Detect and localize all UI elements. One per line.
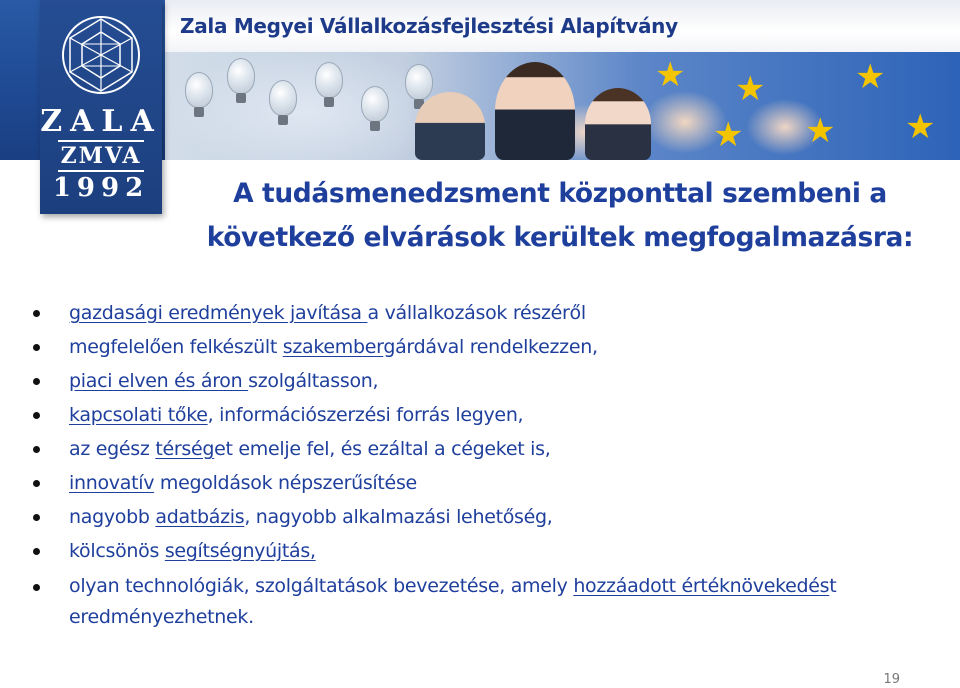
bullet-text-segment: olyan technológiák, szolgáltatások bevezetése, amely [69,575,574,597]
person-figure [415,92,485,160]
light-bulb-icon [227,58,255,94]
bullet-text-segment: gazdasági eredmények javítása [69,302,368,324]
bullet-text-segment: a vállalkozások részéről [367,302,586,324]
organization-name: Zala Megyei Vállalkozásfejlesztési Alapítvány [180,14,678,38]
slide-title-line-2: következő elvárások kerültek megfogalmazásra: [206,222,914,253]
light-bulb-icon [361,86,389,122]
list-item [30,398,930,432]
list-item [30,466,930,500]
list-item [30,534,930,568]
list-item [30,364,930,398]
logo-divider [58,140,144,142]
bullet-text-segment: adatbázis [155,506,245,528]
bullet-text-segment: innovatív [69,472,155,494]
list-item [30,571,930,633]
slide-title [180,172,940,260]
bullet-text-segment: kölcsönös [69,540,165,562]
bullet-text-segment: piaci elven és áron [69,370,249,392]
bullet-text-segment: , nagyobb alkalmazási lehetőség, [244,506,553,528]
list-item [30,500,930,534]
zmva-logo [40,0,162,214]
star-icon: ★ [805,111,836,151]
logo-text-zala: ZALA [40,104,162,139]
header-photo [165,52,960,160]
list-item [30,330,930,364]
star-icon: ★ [713,115,744,155]
bullet-text-segment: szakember [282,336,384,358]
expectations-list [30,296,930,633]
page-number: 19 [883,672,900,687]
list-item [30,432,930,466]
light-bulb-icon [185,72,213,108]
star-icon: ★ [855,57,886,97]
star-icon: ★ [735,69,766,109]
slide-title-line-1: A tudásmenedzsment központtal szembeni a [233,178,887,209]
logo-divider [58,170,144,172]
bullet-text-segment: nagyobb [69,506,156,528]
star-icon: ★ [905,107,936,147]
light-bulb-icon [315,62,343,98]
bullet-text-segment: kapcsolati tőke [69,404,208,426]
bullet-text-segment: megfelelően felkészült [69,336,283,358]
bullet-text-segment: az egész [69,438,156,460]
bullet-text-segment: hozzáadott értéknövekedés [573,575,830,597]
person-figure [495,62,575,160]
list-item [30,296,930,330]
geodesic-sphere-icon [60,14,142,96]
logo-text-year: 1992 [52,173,150,203]
star-icon: ★ [655,55,686,95]
bullet-text-segment: gárdával rendelkezzen, [383,336,598,358]
bullet-text-segment: megoldások népszerűsítése [154,472,417,494]
bullet-text-segment: segítségnyújtás, [164,540,316,562]
light-bulb-icon [405,64,433,100]
logo-text-zmva: ZMVA [60,143,142,169]
header-title-bar [165,0,960,54]
person-figure [585,88,651,160]
bullet-text-segment: térség [155,438,215,460]
bullet-text-segment: et emelje fel, és ezáltal a cégeket is, [214,438,551,460]
bullet-text-segment: t eredményezhetnek. [69,575,837,628]
bullet-text-segment: , információszerzési forrás legyen, [207,404,524,426]
light-bulb-icon [269,80,297,116]
bullet-text-segment: szolgáltasson, [248,370,379,392]
